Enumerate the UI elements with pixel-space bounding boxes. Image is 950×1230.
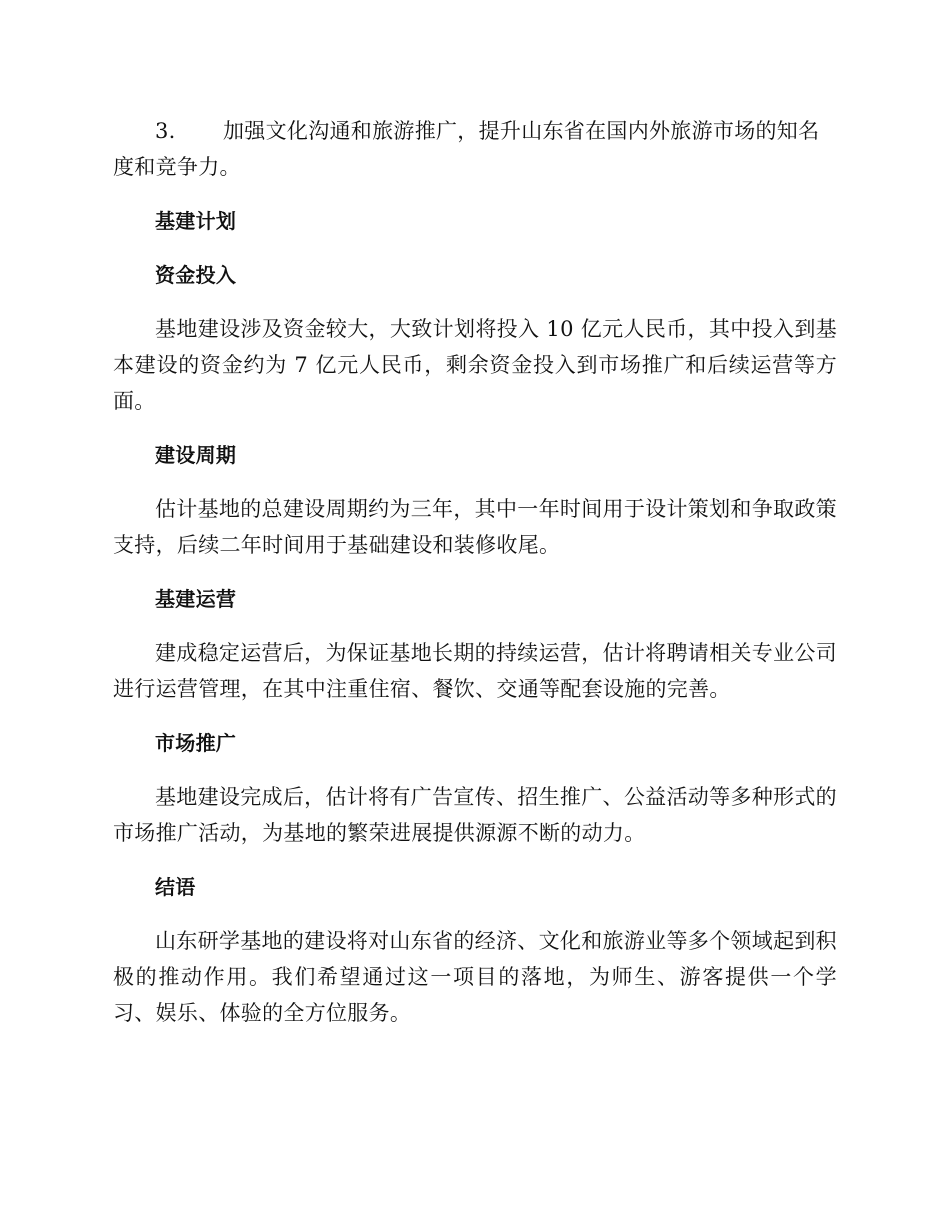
section-heading-funding: 资金投入 — [155, 263, 237, 287]
paragraph-marketing: 基地建设完成后，估计将有广告宣传、招生推广、公益活动等多种形式的市场推广活动，为基地的繁荣进展提供源源不断的动力。 — [113, 785, 837, 845]
section-heading-operation: 基建运营 — [155, 587, 237, 611]
section-heading-conclusion: 结语 — [155, 875, 196, 899]
section-heading-marketing: 市场推广 — [155, 731, 237, 755]
paragraph-operation: 建成稳定运营后，为保证基地长期的持续运营，估计将聘请相关专业公司进行运营管理，在其中注重住宿、餐饮、交通等配套设施的完善。 — [113, 641, 837, 701]
paragraph-period: 估计基地的总建设周期约为三年，其中一年时间用于设计策划和争取政策支持，后续二年时间用于基础建设和装修收尾。 — [113, 497, 837, 557]
section-heading-infrastructure-plan: 基建计划 — [155, 209, 237, 233]
paragraph-funding: 基地建设涉及资金较大，大致计划将投入 10 亿元人民币，其中投入到基本建设的资金约为 7 亿元人民币，剩余资金投入到市场推广和后续运营等方面。 — [113, 317, 837, 413]
paragraph-conclusion: 山东研学基地的建设将对山东省的经济、文化和旅游业等多个领域起到积极的推动作用。我们希望通过这一项目的落地，为师生、游客提供一个学习、娱乐、体验的全方位服务。 — [113, 929, 837, 1025]
list-item-number: 3. — [155, 119, 176, 143]
list-item-3 — [113, 113, 837, 185]
section-heading-period: 建设周期 — [155, 443, 237, 467]
list-item-text: 加强文化沟通和旅游推广，提升山东省在国内外旅游市场的知名度和竞争力。 — [113, 119, 820, 179]
